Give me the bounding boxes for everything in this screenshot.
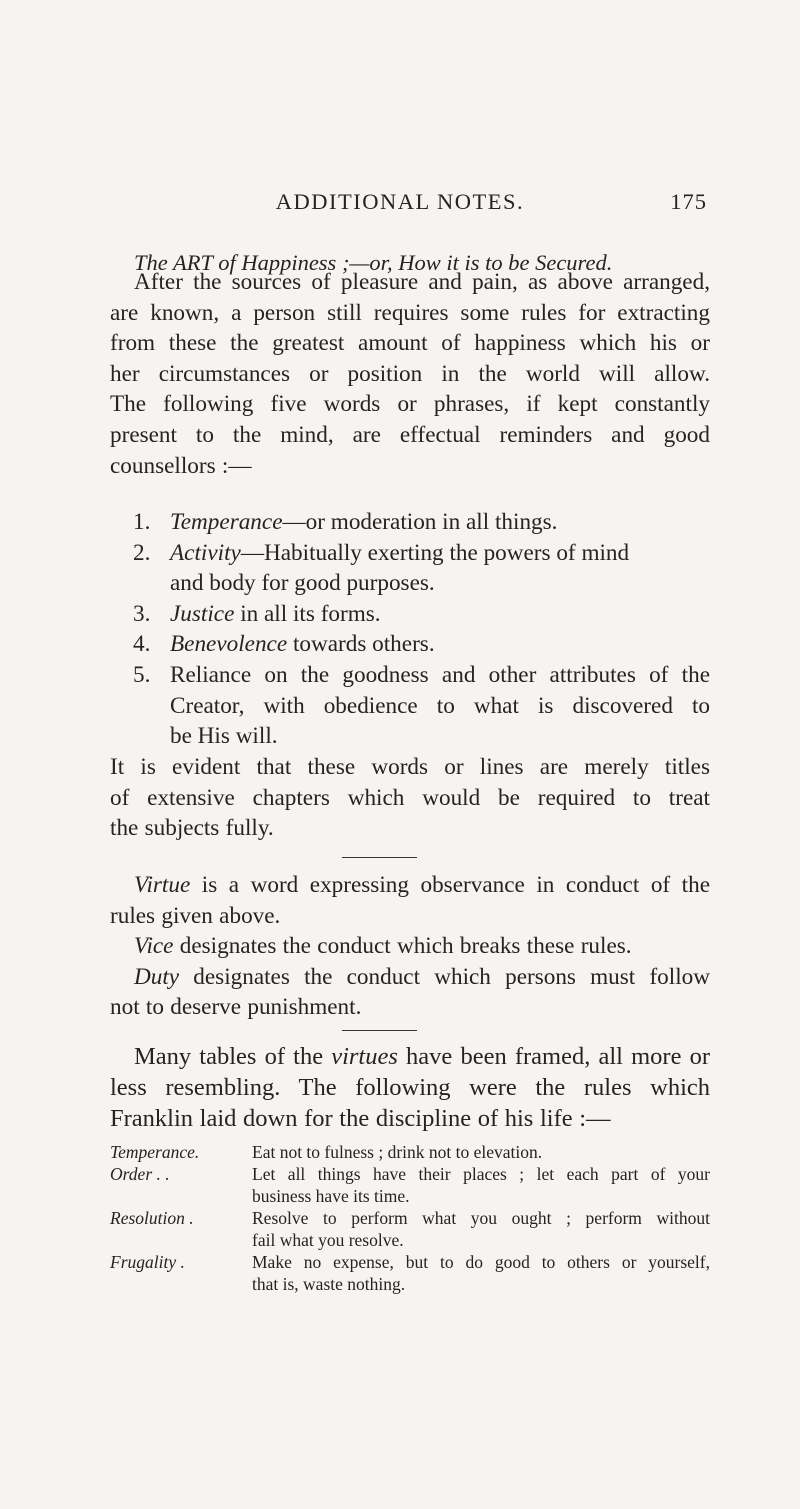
list-number: 1. <box>133 509 151 535</box>
evident-paragraph <box>110 752 710 844</box>
list-item <box>110 538 710 599</box>
virtue-name: Frugality . <box>110 1252 185 1272</box>
intro-paragraph <box>110 267 710 481</box>
intro-line: After the sources of pleasure and pain, as above arranged, <box>134 269 710 295</box>
franklin-line: Franklin laid down for the discipline of his life :— <box>110 1105 611 1132</box>
section-divider <box>342 857 417 858</box>
rule-term: Justice <box>170 600 235 627</box>
intro-line: from these the greatest amount of happiness which his or <box>110 330 710 357</box>
definition-text: rules given above. <box>110 902 281 929</box>
rule-text: Creator, with obedience to what is discovered to <box>170 692 710 719</box>
virtue-desc: Resolve to perform what you ought ; perform without <box>252 1208 710 1228</box>
definition-text: not to deserve punishment. <box>110 994 362 1021</box>
intro-line: The following five words or phrases, if kept constantly <box>110 391 710 418</box>
definitions-paragraph <box>110 870 710 1023</box>
virtue-desc: fail what you resolve. <box>252 1230 404 1250</box>
franklin-line: less resembling. The following were the rules which <box>110 1074 710 1101</box>
running-head <box>0 189 800 219</box>
definition-text: designates the conduct which persons must follow <box>179 963 710 990</box>
definition-text: is a word expressing observance in conduct of the <box>190 872 710 898</box>
list-number: 4. <box>133 631 151 658</box>
virtue-name: Temperance. <box>110 1142 200 1162</box>
virtue-row <box>110 1207 710 1251</box>
virtues-table <box>110 1141 710 1295</box>
list-number: 2. <box>133 539 151 566</box>
evident-line: of extensive chapters which would be required to treat <box>110 784 710 811</box>
list-item <box>110 629 710 660</box>
rule-text: and body for good purposes. <box>170 570 435 597</box>
list-number: 3. <box>133 600 151 627</box>
list-item <box>110 507 710 538</box>
rule-term: Benevolence <box>170 631 288 658</box>
rules-list <box>110 507 710 752</box>
virtue-desc: Make no expense, but to do good to others or yourself, <box>252 1252 710 1272</box>
list-item <box>110 599 710 630</box>
definition-text: designates the conduct which breaks these rules. <box>173 933 632 960</box>
virtue-row <box>110 1141 710 1163</box>
evident-line: the subjects fully. <box>110 815 274 842</box>
list-item <box>110 660 710 752</box>
rule-term: Activity <box>170 539 241 566</box>
virtue-desc: business have its time. <box>252 1186 410 1206</box>
definition-term: Vice <box>134 933 174 960</box>
franklin-term: virtues <box>331 1043 398 1070</box>
virtue-row <box>110 1251 710 1295</box>
franklin-paragraph <box>110 1041 710 1134</box>
intro-line: are known, a person still requires some rules for extracting <box>110 299 710 326</box>
rule-text: in all its forms. <box>234 600 381 627</box>
virtue-desc: Let all things have their places ; let each part of your <box>252 1164 710 1184</box>
intro-line: her circumstances or position in the world will allow. <box>110 360 710 387</box>
page-number: 175 <box>670 189 707 214</box>
rule-text: —Habitually exerting the powers of mind <box>240 539 630 566</box>
intro-line: present to the mind, are effectual reminders and good <box>110 421 710 448</box>
franklin-text: have been framed, all more or <box>397 1043 710 1070</box>
definition-term: Duty <box>134 963 180 990</box>
section-title: The ART of Happiness ;—or, How it is to be Secured. <box>134 250 613 275</box>
virtue-name: Order . . <box>110 1164 170 1184</box>
rule-term: Temperance <box>170 509 283 535</box>
virtue-desc: Eat not to fulness ; drink not to elevation. <box>252 1142 543 1162</box>
rule-text: Reliance on the goodness and other attributes of the <box>170 661 710 688</box>
virtue-desc: that is, waste nothing. <box>252 1274 406 1294</box>
virtue-name: Resolution . <box>110 1208 194 1228</box>
intro-line: counsellors :— <box>110 452 252 479</box>
running-head-title: ADDITIONAL NOTES. <box>275 189 525 214</box>
section-divider <box>342 1030 417 1031</box>
evident-line: It is evident that these words or lines are merely titles <box>110 754 710 780</box>
rule-text: be His will. <box>170 723 278 750</box>
rule-text: —or moderation in all things. <box>282 509 558 535</box>
virtue-row <box>110 1163 710 1207</box>
franklin-text: Many tables of the <box>134 1043 332 1070</box>
rule-text: towards others. <box>287 631 435 658</box>
list-number: 5. <box>133 661 151 688</box>
definition-term: Virtue <box>134 872 191 898</box>
